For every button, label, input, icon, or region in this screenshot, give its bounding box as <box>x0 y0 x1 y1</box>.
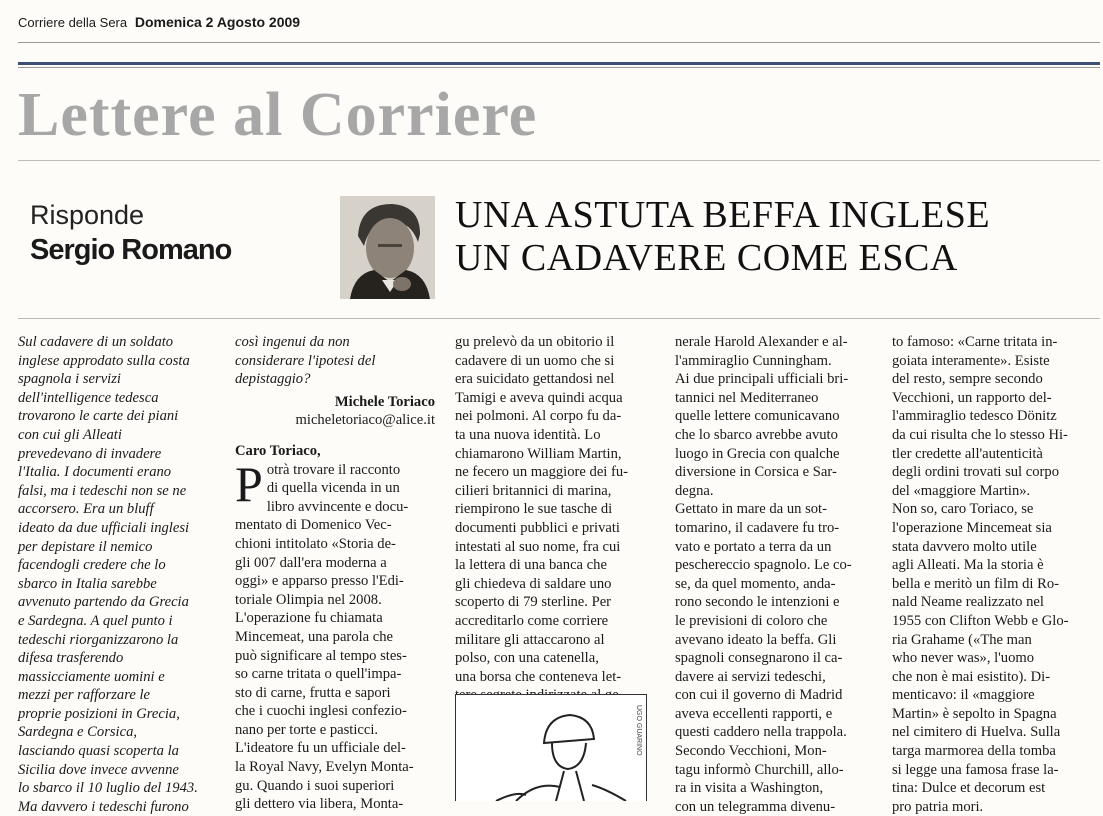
text-line: e Sardegna. A quel punto i <box>18 612 173 629</box>
text-line: da cui risulta che lo stesso Hi- <box>892 426 1068 443</box>
text-line: una borsa che conteneva let- <box>455 668 622 685</box>
text-line: chiamarono William Martin, <box>455 445 622 462</box>
byline-label: Risponde <box>30 200 145 230</box>
text-line: degna. <box>675 482 714 499</box>
text-line: diversione in Corsica e Sar- <box>675 464 837 481</box>
text-line: gu prelevò da un obitorio il <box>455 334 615 350</box>
letter-text-continued <box>235 333 435 389</box>
text-line: tler credette all'autenticità <box>892 445 1043 462</box>
letter-column-2 <box>235 333 435 814</box>
text-line: nano per torte e pasticci. <box>235 721 379 738</box>
text-line: inglese approdato sulla costa <box>18 352 190 369</box>
text-line: Sul cadavere di un soldato <box>18 334 174 350</box>
text-line: spagnoli consegnarono il ca- <box>675 650 843 667</box>
text-line: ne fecero un maggiore dei fu- <box>455 464 629 481</box>
text-line: vato e portato a terra da un <box>675 538 832 555</box>
letter-signature-email: micheletoriaco@alice.it <box>295 412 435 429</box>
text-line: tedeschi riorganizzarono la <box>18 631 179 648</box>
text-line: mentato di Domenico Vec- <box>235 517 392 534</box>
newspaper-name: Corriere della Sera <box>18 15 128 30</box>
text-line: era suicidato gettandosi nel <box>455 371 615 388</box>
text-line: intestati al suo nome, fra cui <box>455 538 621 555</box>
masthead <box>18 14 300 32</box>
text-line: di quella vicenda in un <box>266 480 400 497</box>
text-line: l'operazione Mincemeat sia <box>892 519 1052 536</box>
text-line: cadavere di un uomo che si <box>455 352 615 369</box>
text-line: nerale Harold Alexander e al- <box>675 334 848 350</box>
letter-signature-name: Michele Toriaco <box>334 393 435 410</box>
reply-column-3 <box>455 333 628 705</box>
text-line: Ma davvero i tedeschi furono <box>18 798 189 815</box>
letter-text <box>18 333 198 816</box>
text-line: si legge una famosa frase la- <box>892 761 1059 778</box>
section-title: Lettere al Corriere <box>18 81 538 149</box>
text-line: otrà trovare il racconto <box>266 461 401 478</box>
body-rule <box>18 318 1100 319</box>
text-line: aveva eccellenti rapporti, e <box>675 705 833 722</box>
text-line: davere ai servizi tedeschi, <box>675 668 826 685</box>
text-line: sto di carne, frutta e sapori <box>235 684 391 701</box>
text-line: Ai due principali ufficiali bri- <box>675 371 849 388</box>
text-line: tina: Dulce et decorum est <box>892 780 1046 797</box>
text-line: L'operazione fu chiamata <box>235 610 383 627</box>
text-line: Sicilia dove invece avvenne <box>18 761 179 778</box>
text-line: ideato da due ufficiali inglesi <box>18 519 190 536</box>
text-line: chioni intitolato «Storia de- <box>235 535 396 552</box>
text-line: gli chiedeva di saldare uno <box>455 575 612 592</box>
text-line: facendogli credere che lo <box>18 557 166 574</box>
text-line: tannici nel Mediterraneo <box>675 389 819 406</box>
reply-first-paragraph <box>235 455 435 517</box>
text-line: l'Italia. I documenti erano <box>18 464 172 481</box>
text-line: le previsioni di coloro che <box>675 612 828 629</box>
cartoon-illustration <box>455 694 647 801</box>
text-line: del «maggiore Martin». <box>892 482 1031 499</box>
text-line: lasciando quasi scoperta la <box>18 743 179 760</box>
text-line: nald Neame realizzato nel <box>892 594 1044 611</box>
text-line: con cui gli Alleati <box>18 426 122 443</box>
text-line: to famoso: «Carne tritata in- <box>892 334 1058 350</box>
text-line: l'ammiraglio Cunningham. <box>675 352 832 369</box>
text-line: militare gli attaccarono al <box>455 631 605 648</box>
text-line: accorsero. Era un bluff <box>18 501 154 518</box>
text-line: targa marmorea della tomba <box>892 743 1056 760</box>
byline-author: Sergio Romano <box>30 234 232 266</box>
text-line: nei polmoni. Al corpo fu da- <box>455 408 622 425</box>
text-line: gu. Quando i suoi superiori <box>235 777 395 794</box>
reply-text-col2 <box>235 516 435 814</box>
text-line: avevano ideato la beffa. Gli <box>675 631 837 648</box>
text-line: depistaggio? <box>235 371 311 388</box>
text-line: rono secondo le intenzioni e <box>675 594 840 611</box>
text-line: scoperto di 79 sterline. Per <box>455 594 612 611</box>
text-line: Vecchioni, un rapporto del- <box>892 389 1052 406</box>
section-rule-thin <box>18 67 1100 68</box>
text-line: riempirono le sue tasche di <box>455 501 613 518</box>
headline-line-1: UNA ASTUTA BEFFA INGLESE <box>455 194 991 236</box>
text-line: la lettera di una banca che <box>455 557 607 574</box>
text-line: gli dettero via libera, Monta- <box>235 796 404 813</box>
text-line: Mincemeat, una parola che <box>235 628 394 645</box>
cartoon-credit: UGO GUARINO <box>635 705 642 756</box>
text-line: avvenuto partendo da Grecia <box>18 594 189 611</box>
text-line: difesa trasferendo <box>18 650 124 667</box>
section-rule-top <box>18 62 1100 65</box>
text-line: trovarono le carte dei piani <box>18 408 179 425</box>
text-line: stata davvero molto utile <box>892 538 1037 555</box>
reply-column-4 <box>675 333 852 816</box>
text-line: spagnola i servizi <box>18 371 121 388</box>
text-line: gli 007 dall'era moderna a <box>235 554 387 571</box>
text-line: Non so, caro Toriaco, se <box>892 501 1034 518</box>
text-line: che i cuochi inglesi confezio- <box>235 703 407 720</box>
text-line: questi caddero nella trappola. <box>675 724 847 741</box>
text-line: ra in visita a Washington, <box>675 780 824 797</box>
text-line: prevedevano di invadere <box>18 445 162 462</box>
text-line: documenti pubblici e privati <box>455 519 620 536</box>
text-line: oggi» e apparso presso l'Edi- <box>235 573 404 590</box>
text-line: pro patria mori. <box>892 798 984 815</box>
text-line: polso, con una catenella, <box>455 650 599 667</box>
text-line: who never was», l'uomo <box>892 650 1035 667</box>
text-line: so carne tritata o quell'impa- <box>235 666 402 683</box>
text-line: considerare l'ipotesi del <box>235 352 376 369</box>
text-line: 1955 con Clifton Webb e Glo- <box>892 612 1069 629</box>
reply-text-col4 <box>675 333 852 816</box>
reply-text-col3 <box>455 333 628 705</box>
text-line: tomarino, il cadavere fu tro- <box>675 519 840 536</box>
masthead-rule <box>18 42 1100 43</box>
text-line: massicciamente uomini e <box>18 668 165 685</box>
issue-date: Domenica 2 Agosto 2009 <box>134 14 301 30</box>
text-line: Gettato in mare da un sot- <box>675 501 827 518</box>
text-line: che non è mai esistito). Di- <box>892 668 1051 685</box>
text-line: del resto, sempre secondo <box>892 371 1043 388</box>
text-line: menticavo: il «maggiore <box>892 687 1035 704</box>
text-line: lo sbarco il 10 luglio del 1943. <box>18 780 198 797</box>
text-line: con cui il governo di Madrid <box>675 687 843 704</box>
text-line: se, da quel momento, anda- <box>675 575 836 592</box>
text-line: nel cimitero di Huelva. Sulla <box>892 724 1061 741</box>
text-line: agli Alleati. Ma la storia è <box>892 557 1044 574</box>
text-line: ta una nuova identità. Lo <box>455 426 601 443</box>
author-portrait <box>340 196 435 299</box>
text-line: con un telegramma divenu- <box>675 798 836 815</box>
text-line: così ingenui da non <box>235 334 350 350</box>
reply-text-col5 <box>892 333 1069 816</box>
section-title-rule <box>18 160 1100 161</box>
letter-column-1 <box>18 333 198 816</box>
text-line: Tamigi e aveva quindi acqua <box>455 389 623 406</box>
text-line: che lo sbarco avrebbe avuto <box>675 426 838 443</box>
text-line: ria Grahame («The man <box>892 631 1032 648</box>
text-line: Martin» è sepolto in Spagna <box>892 705 1057 722</box>
text-line: libro avvincente e docu- <box>266 498 409 515</box>
text-line: peschereccio spagnolo. Le co- <box>675 557 852 574</box>
text-line: proprie posizioni in Grecia, <box>18 705 180 722</box>
text-line: l'ammiraglio tedesco Dönitz <box>892 408 1057 425</box>
text-line: degli ordini trovati sul corpo <box>892 464 1059 481</box>
reply-dropcap: P <box>235 455 263 512</box>
text-line: tagu informò Churchill, allo- <box>675 761 844 778</box>
text-line: toriale Olimpia nel 2008. <box>235 591 382 608</box>
text-line: dell'intelligence tedesca <box>18 389 159 406</box>
text-line: cilieri britannici di marina, <box>455 482 612 499</box>
text-line: quelle lettere comunicavano <box>675 408 840 425</box>
text-line: L'ideatore fu un ufficiale del- <box>235 740 406 757</box>
text-line: bella e meritò un film di Ro- <box>892 575 1059 592</box>
text-line: luogo in Grecia con qualche <box>675 445 840 462</box>
reply-salutation: Caro Toriaco, <box>235 442 321 459</box>
text-line: falsi, ma i tedeschi non se ne <box>18 482 187 499</box>
reply-column-5 <box>892 333 1069 816</box>
text-line: per depistare il nemico <box>18 538 153 555</box>
text-line: sbarco in Italia sarebbe <box>18 575 157 592</box>
text-line: può significare al tempo stes- <box>235 647 407 664</box>
text-line: accreditarlo come corriere <box>455 612 609 629</box>
headline-line-2: UN CADAVERE COME ESCA <box>455 237 958 279</box>
text-line: la Royal Navy, Evelyn Monta- <box>235 759 414 776</box>
headline <box>455 194 990 280</box>
text-line: mezzi per rafforzare le <box>18 687 151 704</box>
text-line: Secondo Vecchioni, Mon- <box>675 743 827 760</box>
text-line: Sardegna e Corsica, <box>18 724 138 741</box>
reply-dropcap-lines <box>235 455 435 517</box>
text-line: goiata interamente». Esiste <box>892 352 1050 369</box>
